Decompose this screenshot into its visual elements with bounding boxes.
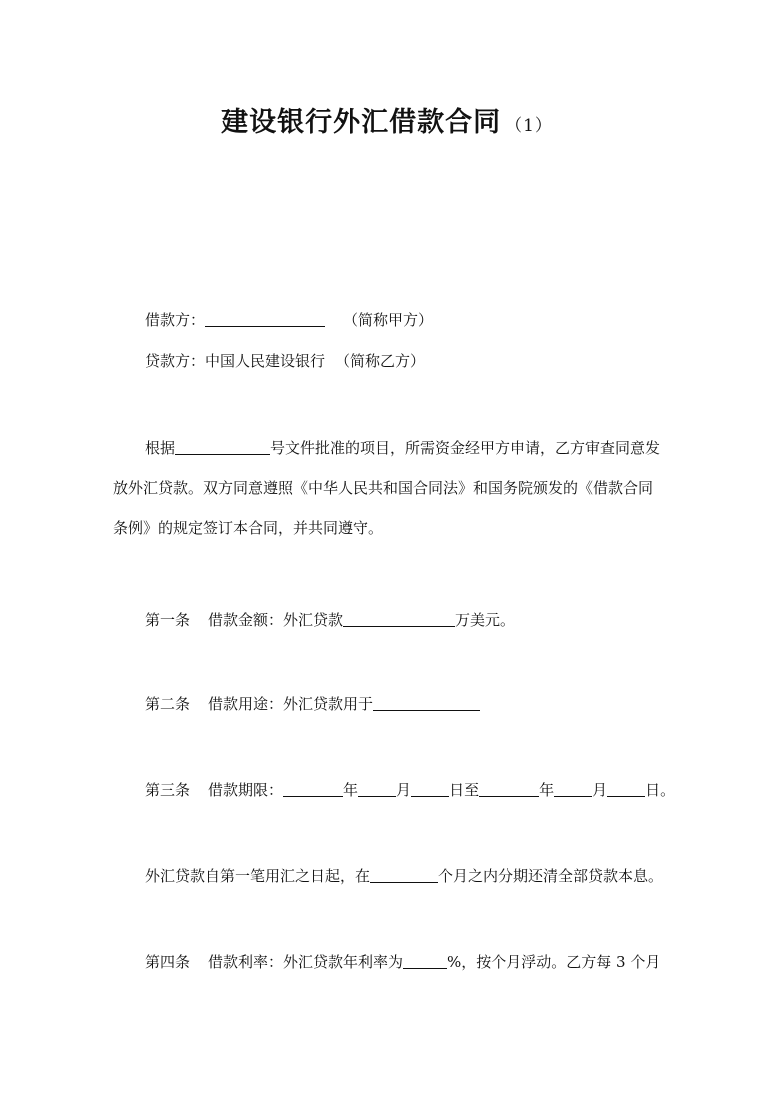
title-suffix: （1） (505, 116, 553, 136)
interest-rate-blank[interactable] (403, 967, 447, 969)
borrower-label: 借款方： (145, 311, 206, 329)
loan-purpose-blank[interactable] (373, 709, 480, 711)
borrower-line (145, 309, 433, 331)
document-title (0, 103, 774, 146)
lender-line (145, 350, 425, 372)
article-1: 第一条 借款金额：外汇贷款 万美元。 (145, 611, 516, 629)
article-3: 第三条 借款期限： 年 月 日至 年 月 日。 (145, 781, 676, 799)
preamble-line-1: 根据 号文件批准的项目，所需资金经甲方申请，乙方审查同意发 (145, 439, 661, 457)
article-1-number: 第一条 (145, 611, 191, 629)
loan-amount-blank[interactable] (343, 625, 455, 627)
approval-doc-blank[interactable] (175, 453, 270, 455)
end-month-blank[interactable] (554, 795, 592, 797)
borrower-note: （简称甲方） (343, 311, 434, 329)
preamble-line-3: 条例》的规定签订本合同，并共同遵守。 (113, 519, 384, 537)
title-main: 建设银行外汇借款合同 (221, 107, 502, 138)
lender-name: 中国人民建设银行 (205, 352, 326, 370)
end-day-blank[interactable] (607, 795, 645, 797)
article-3-number: 第三条 (145, 781, 191, 799)
borrower-blank[interactable] (205, 325, 325, 327)
lender-note: （简称乙方） (335, 352, 426, 370)
lender-label: 贷款方： (145, 352, 206, 370)
start-month-blank[interactable] (358, 795, 396, 797)
preamble-line-2: 放外汇贷款。双方同意遵照《中华人民共和国合同法》和国务院颁发的《借款合同 (113, 479, 654, 497)
article-4: 第四条 借款利率：外汇贷款年利率为 %，按个月浮动。乙方每 3 个月 (145, 953, 661, 971)
article-2: 第二条 借款用途：外汇贷款用于 (145, 693, 480, 715)
start-day-blank[interactable] (411, 795, 449, 797)
start-year-blank[interactable] (283, 795, 343, 797)
repayment-line: 外汇贷款自第一笔用汇之日起，在 个月之内分期还清全部贷款本息。 (145, 867, 664, 885)
end-year-blank[interactable] (479, 795, 539, 797)
repay-months-blank[interactable] (370, 881, 438, 883)
preamble-paragraph (113, 428, 661, 548)
article-2-number: 第二条 (145, 695, 191, 713)
article-4-number: 第四条 (145, 953, 191, 971)
